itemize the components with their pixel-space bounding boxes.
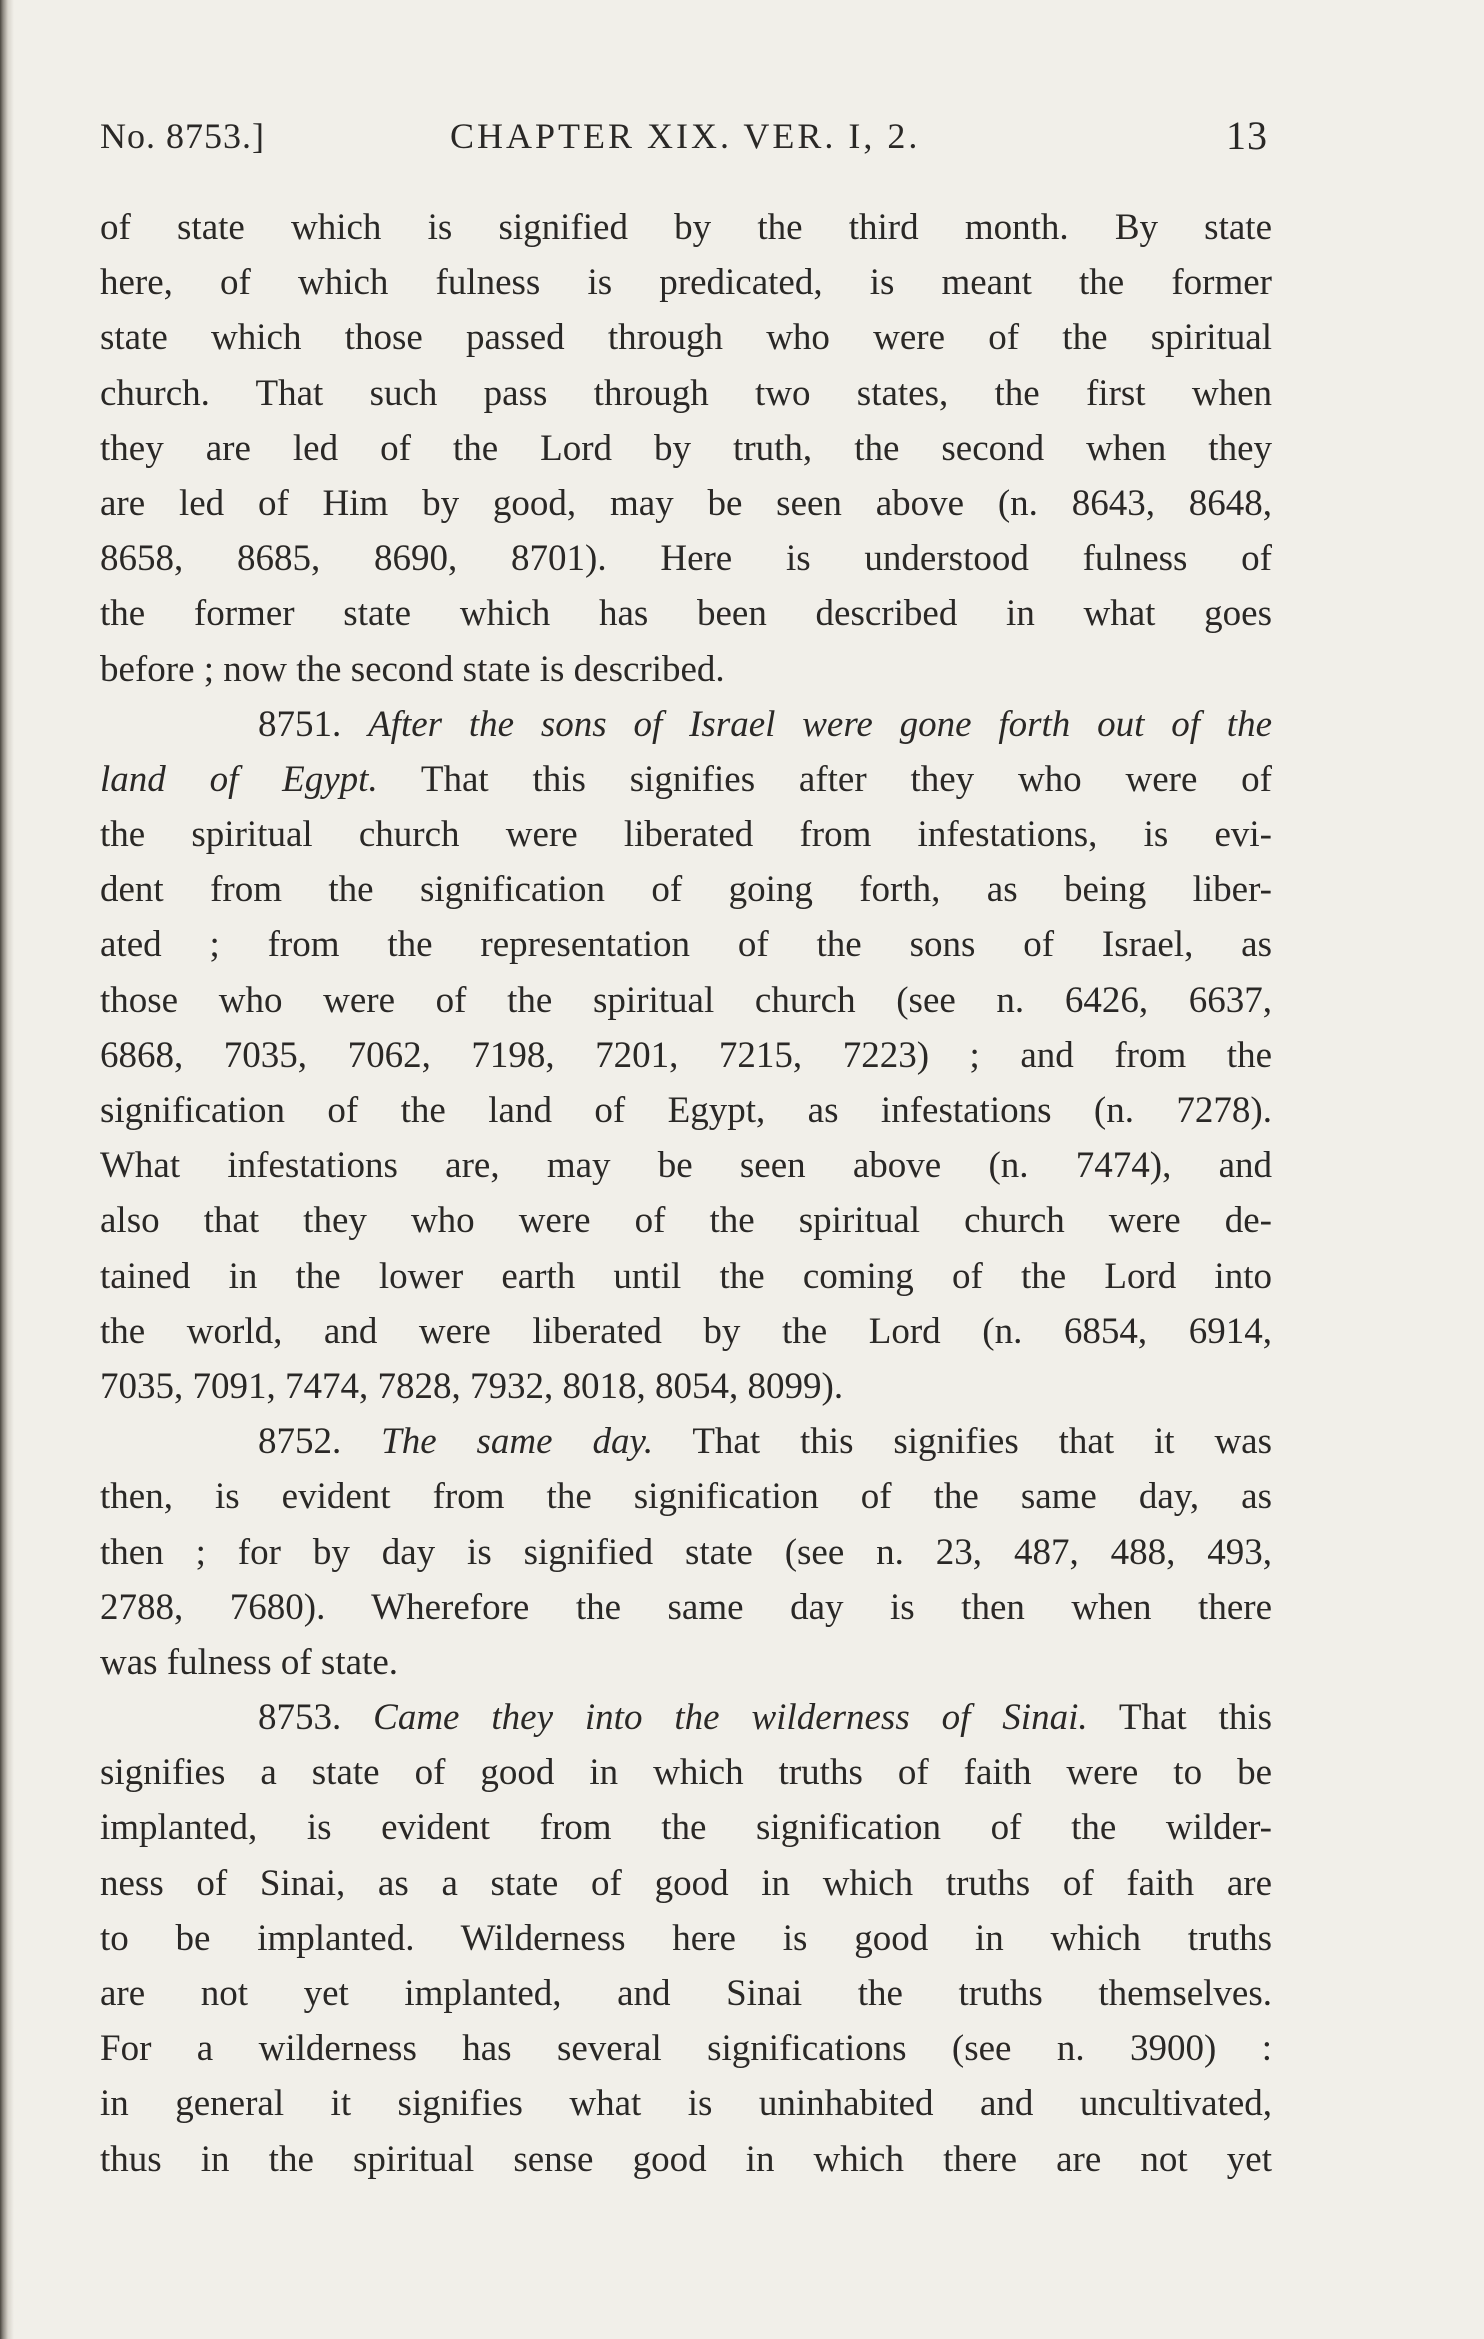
text-line: then, is evident from the signification of the same day, as (100, 1476, 1272, 1518)
text-line: those who were of the spiritual church (see n. 6426, 6637, (100, 979, 1272, 1021)
text-line: 7035, 7091, 7474, 7828, 7932, 8018, 8054, 8099). (100, 1365, 844, 1407)
text-line-rest: That this (1087, 1697, 1273, 1739)
paragraph-title: After the sons of Israel were gone forth out of the (368, 703, 1273, 745)
text-line: 6868, 7035, 7062, 7198, 7201, 7215, 7223) ; and from the (100, 1034, 1272, 1076)
running-header (100, 108, 1268, 164)
text-line: tained in the lower earth until the coming of the Lord into (100, 1255, 1272, 1297)
spine-shadow (0, 0, 14, 2339)
text-line: 2788, 7680). Wherefore the same day is then when there (100, 1586, 1272, 1628)
paragraph-title-continued: land of Egypt. (100, 758, 378, 800)
header-chapter-title: CHAPTER XIX. VER. I, 2. (450, 116, 921, 156)
paragraph-8751-first-line (100, 697, 1272, 752)
text-line: was fulness of state. (100, 1641, 398, 1683)
text-line: to be implanted. Wilderness here is good in which truths (100, 1917, 1272, 1959)
text-line: before ; now the second state is described. (100, 648, 725, 690)
text-line: church. That such pass through two states, the first when (100, 372, 1272, 414)
text-line: dent from the signification of going forth, as being liber- (100, 869, 1272, 911)
header-section-number: No. 8753.] (100, 116, 265, 156)
text-line: are led of Him by good, may be seen above (n. 8643, 8648, (100, 482, 1272, 524)
paragraph-title: Came they into the wilderness of Sinai. (373, 1697, 1088, 1739)
text-line: of state which is signified by the third month. By state (100, 207, 1272, 248)
text-line: they are led of the Lord by truth, the second when they (100, 427, 1272, 469)
text-line: For a wilderness has several significations (see n. 3900) : (100, 2028, 1272, 2070)
text-line (100, 752, 1272, 807)
paragraph-number: 8753. (258, 1697, 342, 1739)
text-line: implanted, is evident from the signification of the wilder- (100, 1807, 1272, 1849)
text-line: in general it signifies what is uninhabited and uncultivated, (100, 2083, 1272, 2125)
text-line: ated ; from the representation of the sons of Israel, as (100, 924, 1272, 966)
text-line: signification of the land of Egypt, as infestations (n. 7278). (100, 1090, 1272, 1131)
text-line: are not yet implanted, and Sinai the truths themselves. (100, 1973, 1272, 2014)
text-line-rest: That this signifies after they who were of (377, 758, 1272, 800)
text-line: the former state which has been described in what goes (100, 593, 1272, 635)
text-line: 8658, 8685, 8690, 8701). Here is understood fulness of (100, 538, 1272, 580)
text-line: then ; for by day is signified state (see n. 23, 487, 488, 493, (100, 1531, 1272, 1573)
text-line: also that they who were of the spiritual church were de- (100, 1200, 1272, 1242)
text-line-rest: That this signifies that it was (653, 1421, 1272, 1463)
text-line: signifies a state of good in which truths of faith were to be (100, 1752, 1272, 1794)
text-line: the spiritual church were liberated from infestations, is evi- (100, 814, 1272, 856)
paragraph-number: 8751. (258, 703, 342, 745)
paragraph-8753-first-line (100, 1690, 1272, 1745)
paragraph-number: 8752. (258, 1421, 342, 1463)
text-line: thus in the spiritual sense good in which there are not yet (100, 2138, 1272, 2180)
text-line: ness of Sinai, as a state of good in which truths of faith are (100, 1862, 1272, 1904)
paragraph-title: The same day. (381, 1421, 654, 1463)
text-line: What infestations are, may be seen above (n. 7474), and (100, 1145, 1272, 1187)
paragraph-8752-first-line (100, 1414, 1272, 1469)
page-number: 13 (1226, 113, 1268, 158)
text-line: here, of which fulness is predicated, is meant the former (100, 262, 1272, 304)
text-line: state which those passed through who were of the spiritual (100, 317, 1272, 359)
body-text (100, 200, 1272, 2187)
text-line: the world, and were liberated by the Lord (n. 6854, 6914, (100, 1310, 1272, 1352)
